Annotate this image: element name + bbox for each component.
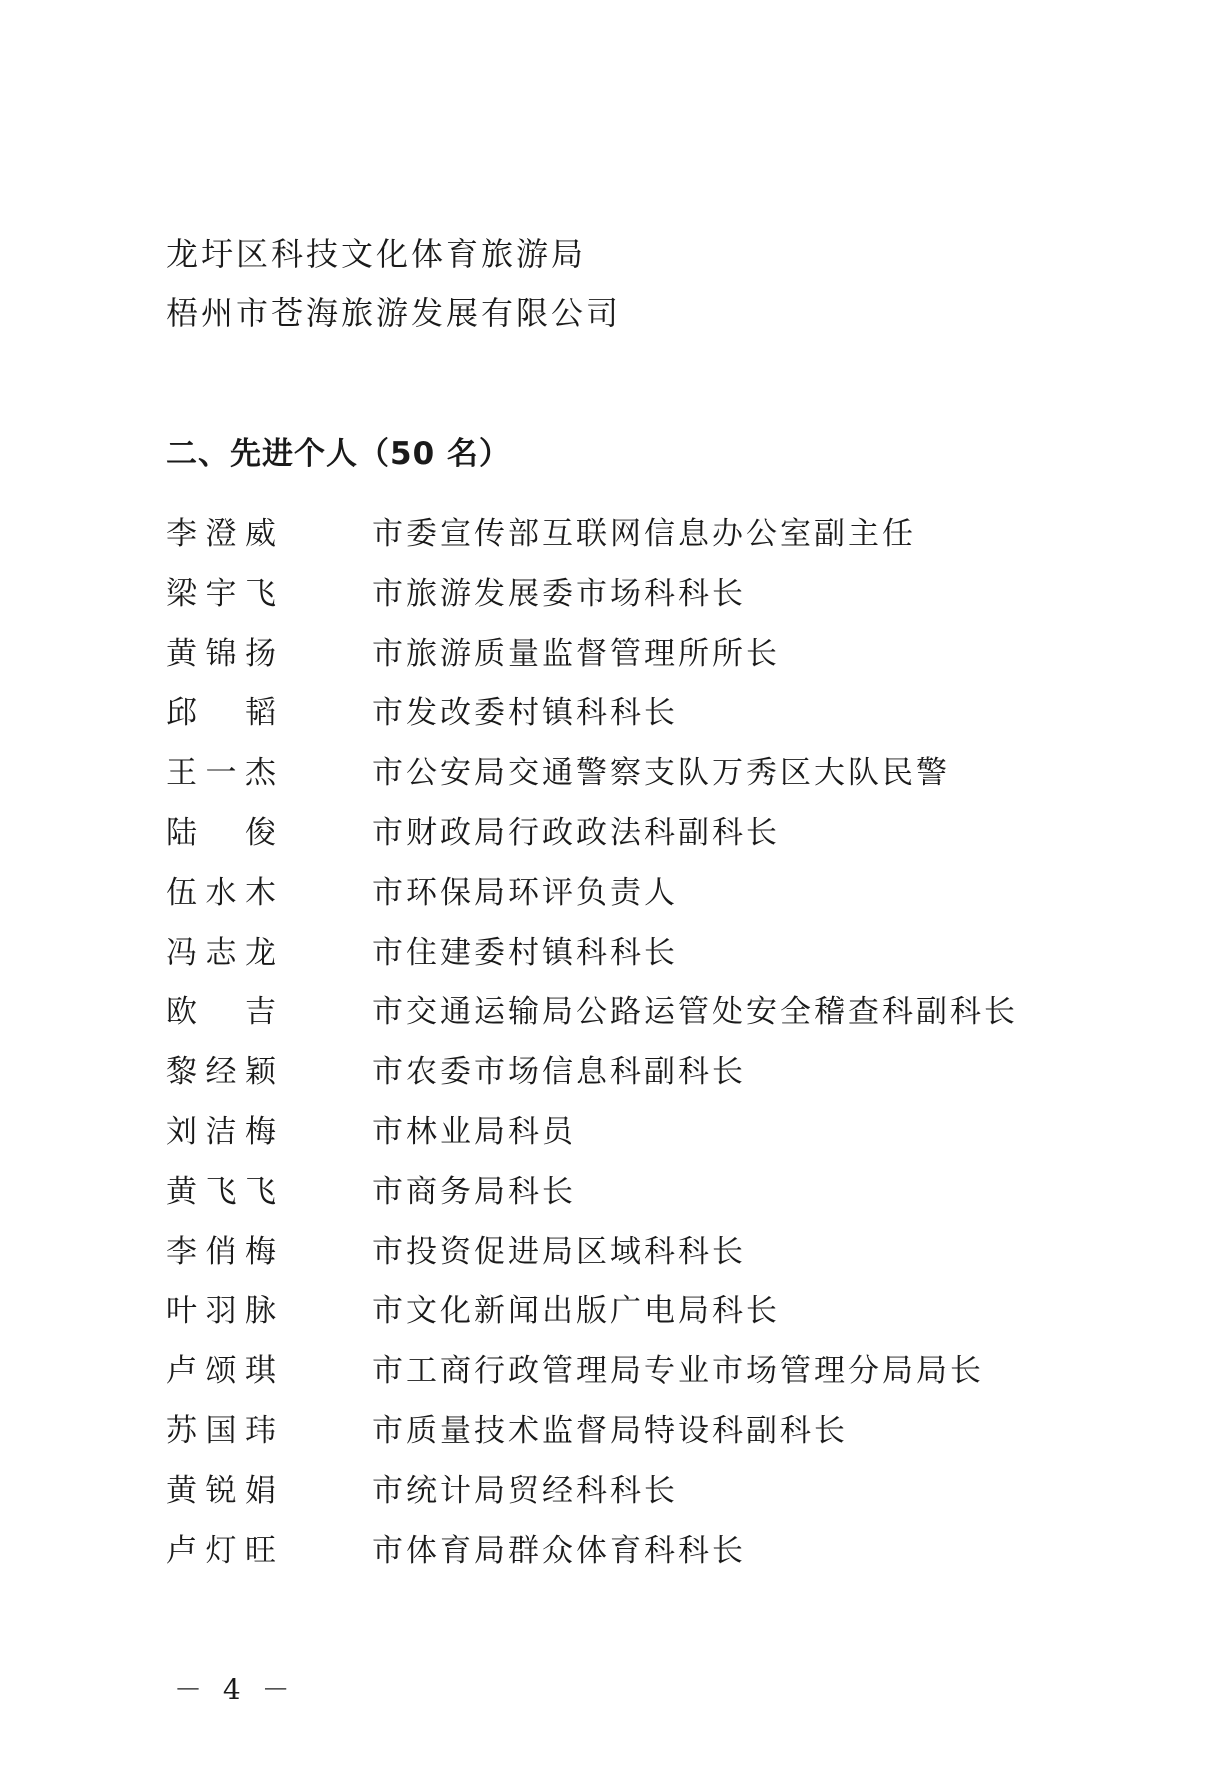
list-item: [166, 873, 1066, 933]
person-title: 市交通运输局公路运管处安全稽查科副科长: [372, 994, 1018, 1031]
person-title: 市农委市场信息科副科长: [372, 1054, 746, 1091]
person-title: 市委宣传部互联网信息办公室副主任: [372, 516, 916, 552]
person-title: 市公安局交通警察支队万秀区大队民警: [372, 755, 950, 792]
list-item: [166, 1471, 1066, 1531]
organization-name: 梧州市苍海旅游发展有限公司: [166, 294, 622, 332]
person-name: 王一杰: [166, 755, 276, 792]
list-item: [166, 1232, 1066, 1292]
person-name: 李俏梅: [166, 1233, 276, 1270]
person-name: 黄锐娟: [166, 1472, 276, 1509]
person-name: 李澄威: [166, 516, 276, 552]
list-item: [166, 1172, 1066, 1232]
person-title: 市环保局环评负责人: [372, 874, 678, 911]
page-number: － 4 －: [174, 1673, 296, 1706]
person-title: 市体育局群众体育科科长: [372, 1532, 746, 1569]
list-item: [166, 813, 1066, 873]
individuals-list: [166, 514, 1066, 1590]
list-item: [166, 933, 1066, 993]
person-title: 市质量技术监督局特设科副科长: [372, 1412, 848, 1449]
section-heading: 二、先进个人（50 名）: [166, 436, 511, 472]
person-name: 邱 韬: [166, 695, 276, 732]
person-title: 市林业局科员: [372, 1113, 576, 1150]
person-name: 伍水木: [166, 874, 276, 911]
person-title: 市旅游发展委市场科科长: [372, 575, 746, 612]
person-title: 市旅游质量监督管理所所长: [372, 635, 780, 672]
list-item: [166, 1351, 1066, 1411]
person-name: 叶羽脉: [166, 1293, 276, 1330]
list-item: [166, 1291, 1066, 1351]
person-name: 冯志龙: [166, 934, 276, 971]
person-name: 苏国玮: [166, 1412, 276, 1449]
person-title: 市住建委村镇科科长: [372, 934, 678, 971]
person-name: 黄锦扬: [166, 635, 276, 672]
person-title: 市商务局科长: [372, 1173, 576, 1210]
person-title: 市财政局行政政法科副科长: [372, 814, 780, 851]
list-item: [166, 514, 1066, 574]
person-name: 卢颂琪: [166, 1353, 276, 1390]
person-name: 卢灯旺: [166, 1532, 276, 1569]
person-title: 市工商行政管理局专业市场管理分局局长: [372, 1353, 984, 1390]
organization-name: 龙圩区科技文化体育旅游局: [166, 235, 587, 273]
person-title: 市投资促进局区域科科长: [372, 1233, 746, 1270]
person-title: 市发改委村镇科科长: [372, 695, 678, 732]
person-title: 市文化新闻出版广电局科长: [372, 1293, 780, 1330]
person-name: 黄飞飞: [166, 1173, 276, 1210]
list-item: [166, 1411, 1066, 1471]
person-name: 欧 吉: [166, 994, 276, 1031]
list-item: [166, 634, 1066, 694]
person-name: 黎经颖: [166, 1054, 276, 1091]
person-name: 梁宇飞: [166, 575, 276, 612]
list-item: [166, 1052, 1066, 1112]
person-name: 刘洁梅: [166, 1113, 276, 1150]
list-item: [166, 574, 1066, 634]
list-item: [166, 753, 1066, 813]
person-title: 市统计局贸经科科长: [372, 1472, 678, 1509]
list-item: [166, 1531, 1066, 1591]
list-item: [166, 693, 1066, 753]
person-name: 陆 俊: [166, 814, 276, 851]
list-item: [166, 1112, 1066, 1172]
list-item: [166, 992, 1066, 1052]
